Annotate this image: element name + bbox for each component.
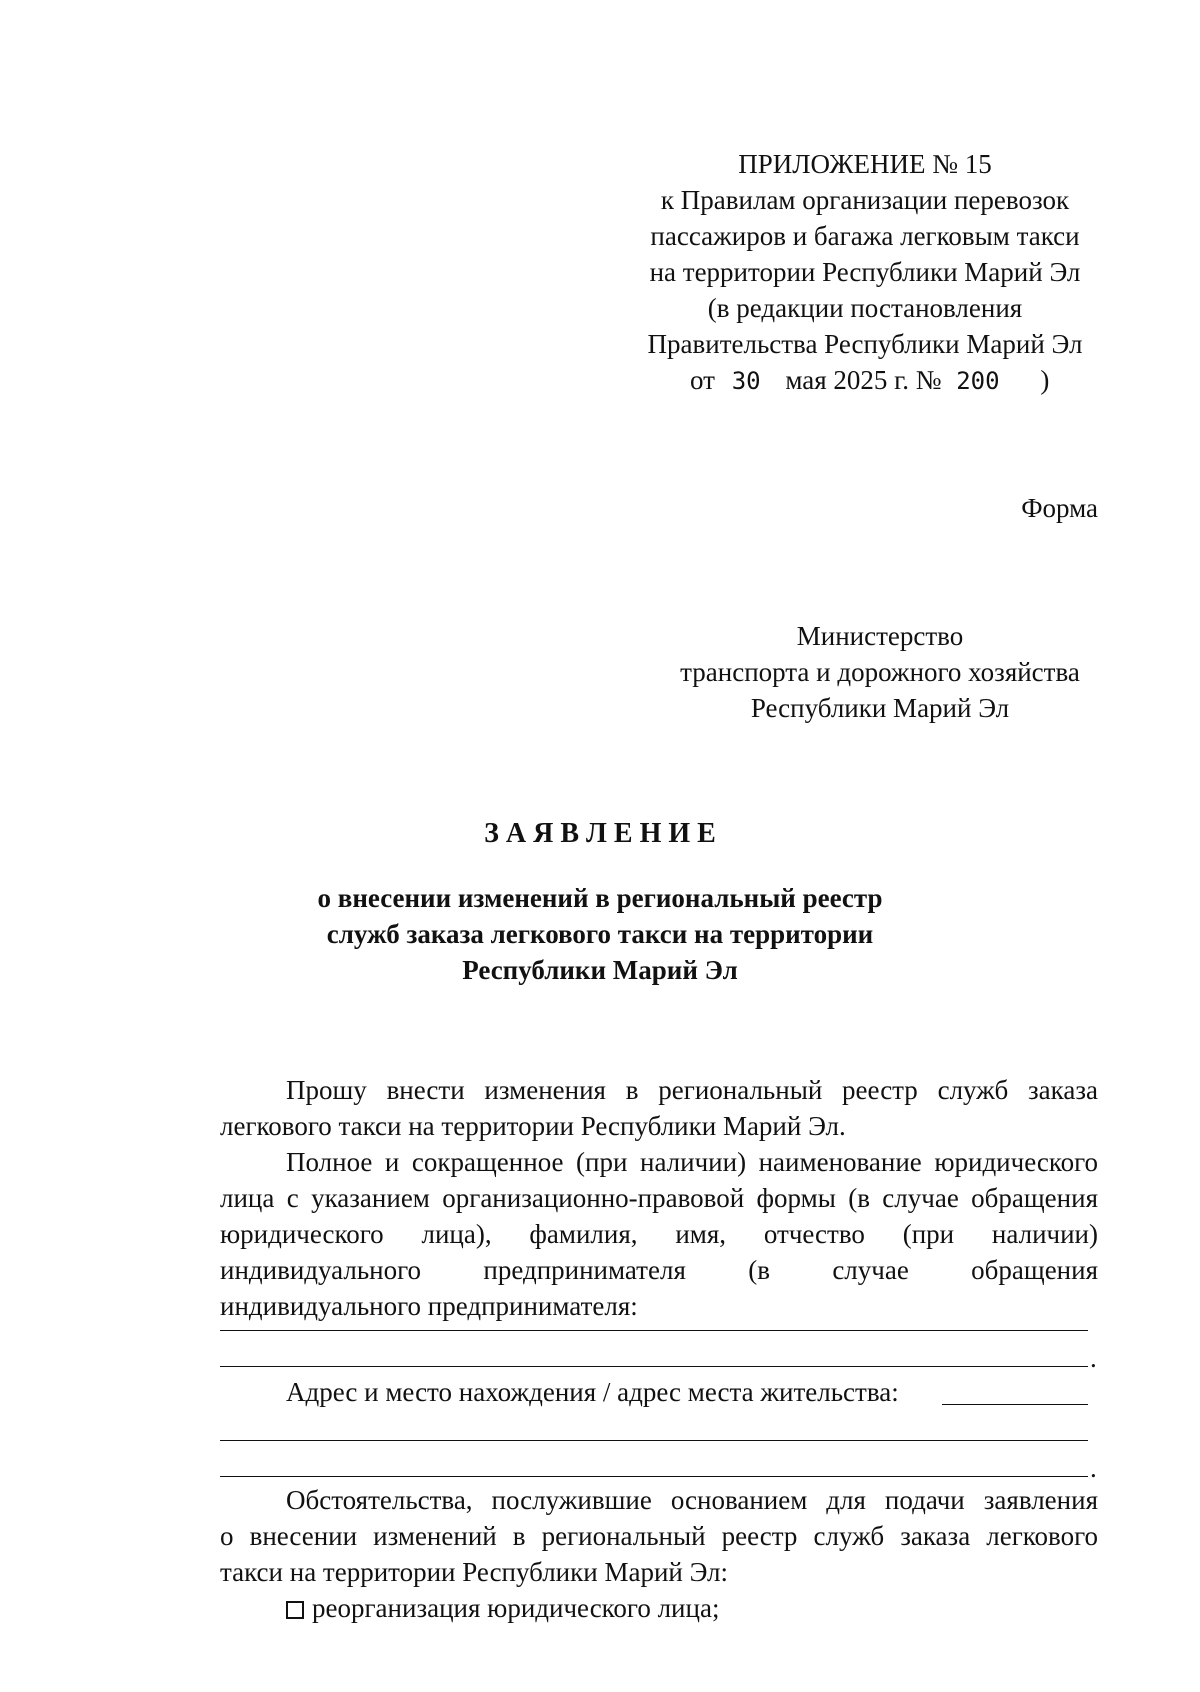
checkbox-label: реорганизация юридического лица; [312, 1593, 720, 1623]
request-paragraph-line: Прошу внести изменения в региональный реестр служб заказа [286, 1075, 1098, 1105]
resolution-date [690, 362, 1049, 399]
date-day: 30 [731, 367, 761, 395]
appendix-title: ПРИЛОЖЕНИЕ № 15 [738, 149, 992, 179]
form-label: Форма [1021, 493, 1098, 523]
appendix-line: к Правилам организации перевозок [660, 185, 1070, 215]
period-mark: . [1090, 1343, 1097, 1373]
addressee-line: Министерство [796, 621, 964, 651]
address-label: Адрес и место нахождения / адрес места жительства: [286, 1377, 899, 1407]
addressee-line: Республики Марий Эл [750, 693, 1010, 723]
name-paragraph-line: индивидуального предпринимателя: [220, 1291, 638, 1321]
request-paragraph-line: легкового такси на территории Республики Марий Эл. [220, 1111, 846, 1141]
name-paragraph-line: юридического лица), фамилия, имя, отчество (при наличии) [220, 1219, 1098, 1249]
address-fill-line[interactable] [220, 1476, 1088, 1477]
addressee-line: транспорта и дорожного хозяйства [680, 657, 1080, 687]
period-mark: . [1090, 1453, 1097, 1483]
document-title: З А Я В Л Е Н И Е [484, 818, 716, 849]
address-fill-line[interactable] [942, 1404, 1088, 1405]
checkbox-option-reorganization[interactable] [286, 1590, 719, 1626]
name-paragraph-line: индивидуального предпринимателя (в случае обращения [220, 1255, 1098, 1285]
appendix-line: на территории Республики Марий Эл [649, 257, 1081, 287]
name-fill-line[interactable] [220, 1366, 1088, 1367]
date-prefix: от [690, 365, 715, 395]
resolution-number: 200 [956, 367, 1000, 395]
date-month-year: мая 2025 г. № [785, 365, 942, 395]
circumstances-paragraph-line: о внесении изменений в региональный реестр служб заказа легкового [220, 1521, 1098, 1551]
circumstances-paragraph-line: такси на территории Республики Марий Эл: [220, 1557, 729, 1587]
subtitle-line: о внесении изменений в региональный реестр [317, 883, 883, 913]
subtitle-line: служб заказа легкового такси на территории [326, 919, 874, 949]
appendix-line: пассажиров и багажа легковым такси [650, 221, 1080, 251]
address-fill-line[interactable] [220, 1440, 1088, 1441]
name-paragraph-line: лица с указанием организационно-правовой формы (в случае обращения [220, 1183, 1098, 1213]
date-close-paren: ) [1040, 365, 1050, 395]
circumstances-paragraph-line: Обстоятельства, послужившие основанием для подачи заявления [286, 1485, 1098, 1515]
name-fill-line[interactable] [220, 1330, 1088, 1331]
appendix-line: Правительства Республики Марий Эл [647, 329, 1083, 359]
checkbox-icon[interactable] [286, 1601, 304, 1619]
appendix-line: (в редакции постановления [707, 293, 1023, 323]
name-paragraph-line: Полное и сокращенное (при наличии) наименование юридического [286, 1147, 1098, 1177]
subtitle-line: Республики Марий Эл [462, 955, 738, 985]
